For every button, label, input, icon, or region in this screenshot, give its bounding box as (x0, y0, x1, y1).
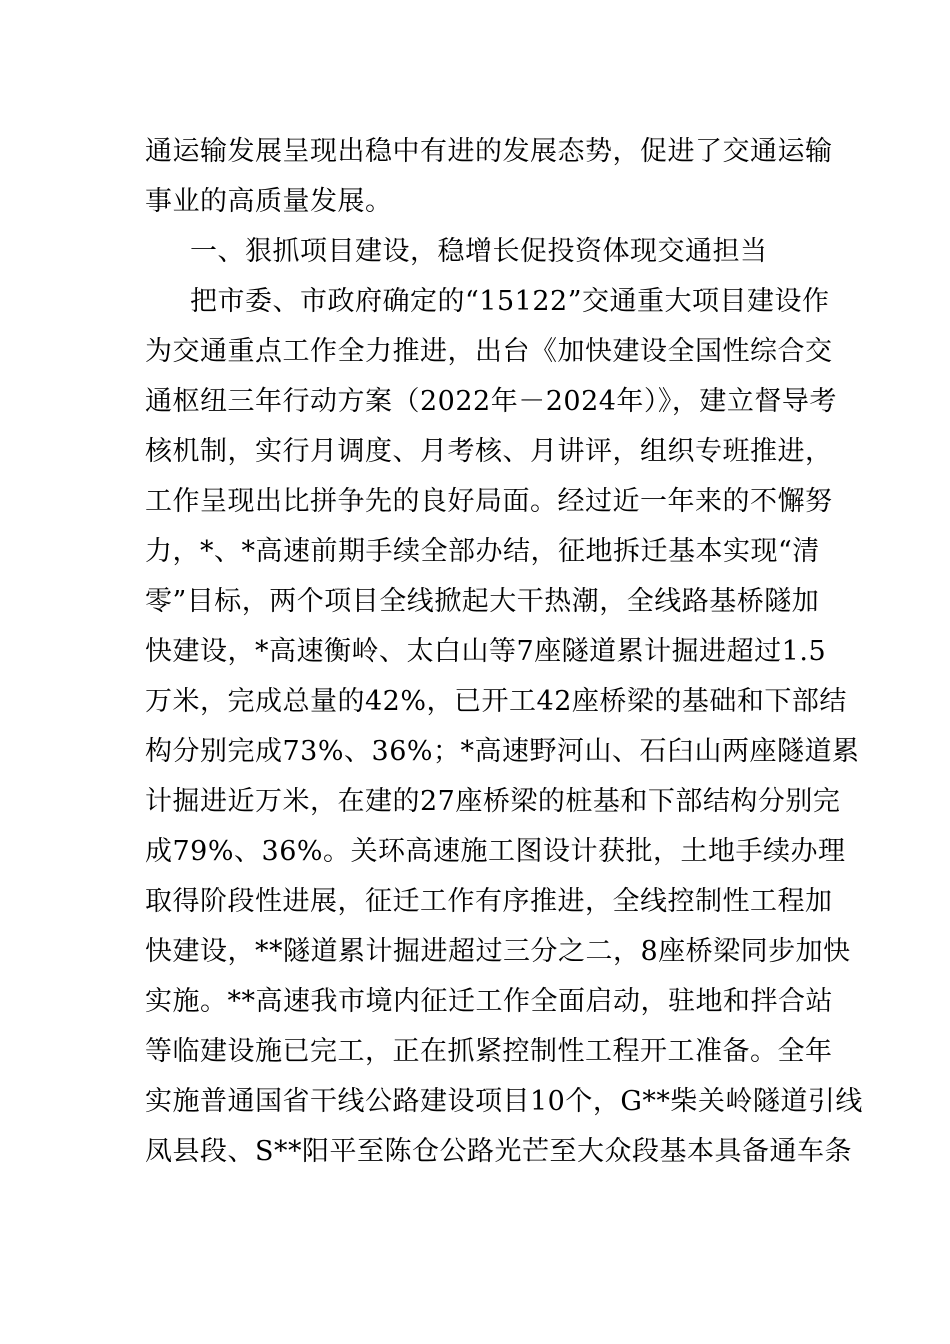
text-line: 取得阶段性进展，征迁工作有序推进，全线控制性工程加 (145, 886, 833, 917)
text-line: 通运输发展呈现出稳中有进的发展态势，促进了交通运输 (145, 136, 833, 167)
text-line: 实施。**高速我市境内征迁工作全面启动，驻地和拌合站 (145, 986, 833, 1017)
text-line: 事业的高质量发展。 (145, 186, 393, 217)
text-line: 计掘进近万米，在建的27座桥梁的桩基和下部结构分别完 (145, 786, 841, 817)
text-line: 成79%、36%。关环高速施工图设计获批，土地手续办理 (145, 836, 846, 867)
text-line: 零”目标，两个项目全线掀起大干热潮，全线路基桥隧加 (145, 586, 820, 617)
text-line: 力，*、*高速前期手续全部办结，征地拆迁基本实现“清 (145, 536, 820, 567)
text-line: 通枢纽三年行动方案（2022年－2024年）》，建立督导考 (145, 386, 837, 417)
text-line: 工作呈现出比拼争先的良好局面。经过近一年来的不懈努 (145, 486, 833, 517)
text-line: 万米，完成总量的42%，已开工42座桥梁的基础和下部结 (145, 686, 847, 717)
text-line: 快建设，*高速衡岭、太白山等7座隧道累计掘进超过1.5 (145, 636, 827, 667)
text-line: 为交通重点工作全力推进，出台《加快建设全国性综合交 (145, 336, 833, 367)
text-line: 把市委、市政府确定的“15122”交通重大项目建设作 (190, 286, 830, 317)
text-line: 等临建设施已完工，正在抓紧控制性工程开工准备。全年 (145, 1036, 833, 1067)
text-line: 核机制，实行月调度、月考核、月讲评，组织专班推进， (145, 436, 833, 467)
text-line: 构分别完成73%、36%；*高速野河山、石臼山两座隧道累 (145, 736, 860, 767)
section-heading: 一、狠抓项目建设，稳增长促投资体现交通担当 (190, 236, 768, 267)
text-line: 实施普通国省干线公路建设项目10个，G**柴关岭隧道引线 (145, 1086, 863, 1117)
text-line: 凤县段、S**阳平至陈仓公路光芒至大众段基本具备通车条 (145, 1136, 852, 1167)
text-line: 快建设，**隧道累计掘进超过三分之二，8座桥梁同步加快 (145, 936, 851, 967)
